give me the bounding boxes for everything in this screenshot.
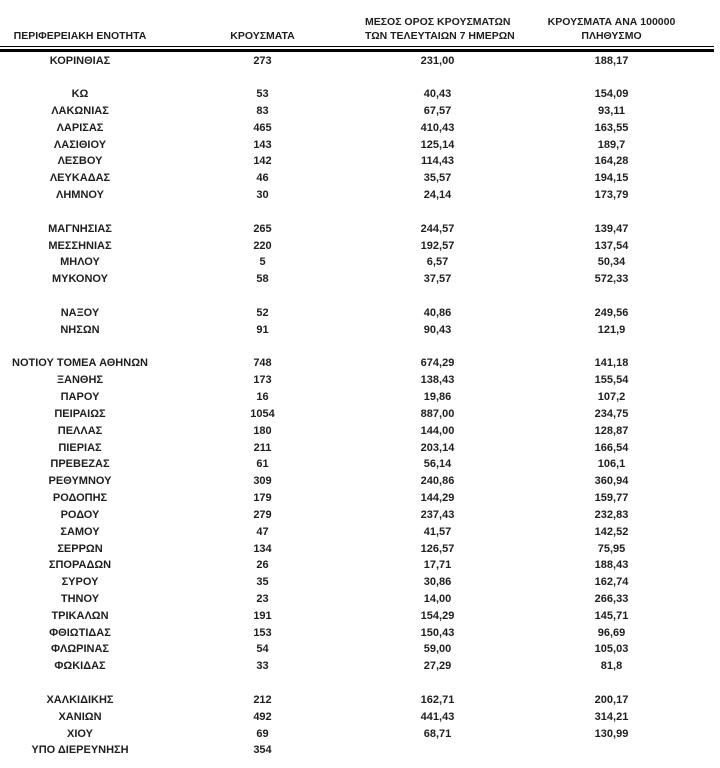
header-cases: ΚΡΟΥΣΜΑΤΑ bbox=[230, 30, 295, 42]
avg7-cell: 40,86 bbox=[423, 306, 452, 319]
region-name-cell: ΣΥΡΟΥ bbox=[61, 576, 99, 589]
region-name-cell: ΠΡΕΒΕΖΑΣ bbox=[50, 458, 110, 471]
avg7-cell: 144,00 bbox=[420, 424, 455, 437]
per100k-cell: 314,21 bbox=[594, 710, 629, 723]
per100k-cell: 137,54 bbox=[594, 239, 629, 252]
table-row bbox=[0, 53, 720, 70]
per100k-cell: 162,74 bbox=[594, 576, 629, 589]
region-name-cell: ΛΑΡΙΣΑΣ bbox=[56, 121, 104, 134]
table-row bbox=[0, 120, 720, 137]
table-row bbox=[0, 238, 720, 255]
cases-cell: 265 bbox=[253, 222, 272, 235]
avg7-cell: 19,86 bbox=[423, 391, 452, 404]
blank-spacer-row bbox=[0, 69, 720, 86]
cases-cell: 69 bbox=[256, 727, 269, 740]
cases-cell: 465 bbox=[253, 121, 272, 134]
cases-cell: 83 bbox=[256, 104, 269, 117]
region-name-cell: ΠΕΛΛΑΣ bbox=[57, 424, 103, 437]
avg7-cell: 27,29 bbox=[423, 660, 452, 673]
region-name-cell: ΣΑΜΟΥ bbox=[60, 525, 100, 538]
per100k-cell: 93,11 bbox=[598, 104, 625, 117]
region-name-cell: ΛΗΜΝΟΥ bbox=[56, 189, 104, 202]
avg7-cell: 59,00 bbox=[423, 643, 452, 656]
region-name-cell: ΠΑΡΟΥ bbox=[60, 391, 100, 404]
per100k-cell: 106,1 bbox=[597, 458, 626, 471]
avg7-cell: 125,14 bbox=[420, 138, 455, 151]
per100k-cell: 154,09 bbox=[594, 88, 629, 101]
table-row bbox=[0, 726, 720, 743]
table-row bbox=[0, 507, 720, 524]
header-divider-thin-line bbox=[0, 46, 714, 47]
table-row bbox=[0, 137, 720, 154]
cases-cell: 748 bbox=[253, 357, 272, 370]
cases-cell: 33 bbox=[256, 660, 269, 673]
region-name-cell: ΦΛΩΡΙΝΑΣ bbox=[50, 643, 110, 656]
table-row bbox=[0, 473, 720, 490]
cases-cell: 23 bbox=[256, 593, 269, 605]
cases-cell: 220 bbox=[253, 239, 272, 252]
per100k-cell: 360,94 bbox=[594, 475, 629, 488]
blank-spacer-row bbox=[0, 675, 720, 692]
table-row bbox=[0, 305, 720, 322]
cases-cell: 279 bbox=[253, 508, 272, 521]
table-row bbox=[0, 372, 720, 389]
per100k-cell: 249,56 bbox=[594, 306, 629, 319]
per100k-cell: 572,33 bbox=[594, 273, 629, 286]
per100k-cell: 234,75 bbox=[594, 407, 629, 420]
region-name-cell: ΧΑΛΚΙΔΙΚΗΣ bbox=[46, 693, 114, 706]
per100k-cell: 145,71 bbox=[594, 609, 629, 622]
header-avg7-line1: ΜΕΣΟΣ ΟΡΟΣ ΚΡΟΥΣΜΑΤΩΝ bbox=[365, 16, 511, 28]
cases-cell: 492 bbox=[253, 710, 272, 723]
region-name-cell: ΣΠΟΡΑΔΩΝ bbox=[48, 559, 112, 572]
avg7-cell: 41,57 bbox=[423, 525, 452, 538]
region-name-cell: ΝΑΞΟΥ bbox=[60, 306, 100, 319]
table-row bbox=[0, 692, 720, 709]
avg7-cell: 162,71 bbox=[420, 693, 455, 706]
table-row bbox=[0, 641, 720, 658]
region-name-cell: ΡΟΔΟΠΗΣ bbox=[52, 492, 108, 505]
region-name-cell: ΤΗΝΟΥ bbox=[60, 593, 100, 605]
avg7-cell: 6,57 bbox=[426, 256, 449, 269]
cases-cell: 16 bbox=[256, 391, 269, 404]
cases-cell: 354 bbox=[253, 744, 272, 757]
blank-spacer-row bbox=[0, 339, 720, 356]
per100k-cell: 139,47 bbox=[594, 222, 629, 235]
per100k-cell: 141,18 bbox=[594, 357, 629, 370]
per100k-cell: 188,43 bbox=[594, 559, 629, 572]
per100k-cell: 159,77 bbox=[594, 492, 629, 505]
region-name-cell: ΚΩ bbox=[71, 88, 89, 101]
cases-cell: 1054 bbox=[250, 407, 275, 420]
table-row bbox=[0, 608, 720, 625]
cases-cell: 58 bbox=[256, 273, 269, 286]
table-row bbox=[0, 221, 720, 238]
table-row bbox=[0, 423, 720, 440]
blank-spacer-row bbox=[0, 204, 720, 221]
table-row bbox=[0, 322, 720, 339]
table-row bbox=[0, 490, 720, 507]
region-name-cell: ΛΑΣΙΘΙΟΥ bbox=[53, 138, 107, 151]
per100k-cell: 142,52 bbox=[594, 525, 629, 538]
header-divider-thick-line bbox=[0, 49, 714, 52]
cases-cell: 61 bbox=[256, 458, 269, 471]
region-name-cell: ΝΟΤΙΟΥ ΤΟΜΕΑ ΑΘΗΝΩΝ bbox=[12, 357, 148, 370]
table-row bbox=[0, 557, 720, 574]
region-name-cell: ΧΙΟΥ bbox=[67, 727, 93, 740]
region-name-cell: ΤΡΙΚΑΛΩΝ bbox=[51, 609, 109, 622]
per100k-cell: 194,15 bbox=[594, 172, 629, 185]
cases-cell: 46 bbox=[256, 172, 269, 185]
avg7-cell: 14,00 bbox=[423, 593, 452, 605]
cases-cell: 26 bbox=[256, 559, 269, 572]
avg7-cell: 144,29 bbox=[420, 492, 455, 505]
avg7-cell: 37,57 bbox=[423, 273, 452, 286]
avg7-cell: 231,00 bbox=[420, 54, 455, 67]
cases-cell: 309 bbox=[253, 475, 272, 488]
cases-cell: 191 bbox=[253, 609, 272, 622]
table-row bbox=[0, 170, 720, 187]
region-name-cell: ΦΩΚΙΔΑΣ bbox=[54, 660, 106, 673]
cases-cell: 53 bbox=[256, 88, 269, 101]
avg7-cell: 237,43 bbox=[420, 508, 455, 521]
avg7-cell: 410,43 bbox=[420, 121, 455, 134]
cases-cell: 180 bbox=[253, 424, 272, 437]
cases-cell: 134 bbox=[253, 542, 272, 555]
cases-cell: 153 bbox=[253, 626, 272, 639]
table-body bbox=[0, 53, 720, 760]
region-name-cell: ΜΕΣΣΗΝΙΑΣ bbox=[48, 239, 112, 252]
avg7-cell: 24,14 bbox=[423, 189, 452, 202]
avg7-cell: 674,29 bbox=[420, 357, 455, 370]
region-name-cell: ΞΑΝΘΗΣ bbox=[56, 374, 104, 387]
per100k-cell: 75,95 bbox=[597, 542, 626, 555]
region-name-cell: ΧΑΝΙΩΝ bbox=[58, 710, 102, 723]
cases-cell: 142 bbox=[253, 155, 272, 168]
table-row bbox=[0, 574, 720, 591]
table-row bbox=[0, 271, 720, 288]
table-row bbox=[0, 440, 720, 457]
avg7-cell: 203,14 bbox=[420, 441, 455, 454]
per100k-cell: 81,8 bbox=[600, 660, 623, 673]
avg7-cell: 68,71 bbox=[423, 727, 452, 740]
cases-cell: 52 bbox=[256, 306, 269, 319]
per100k-cell: 128,87 bbox=[594, 424, 629, 437]
cases-cell: 47 bbox=[256, 525, 269, 538]
region-name-cell: ΦΘΙΩΤΙΔΑΣ bbox=[49, 626, 111, 639]
region-name-cell: ΥΠΟ ΔΙΕΡΕΥΝΗΣΗ bbox=[31, 744, 129, 757]
table-row bbox=[0, 187, 720, 204]
region-name-cell: ΚΟΡΙΝΘΙΑΣ bbox=[49, 54, 111, 67]
avg7-cell: 56,14 bbox=[423, 458, 452, 471]
avg7-cell: 887,00 bbox=[420, 407, 455, 420]
per100k-cell: 232,83 bbox=[594, 508, 629, 521]
table-header-row bbox=[0, 15, 720, 43]
per100k-cell: 121,9 bbox=[597, 323, 626, 336]
region-name-cell: ΠΙΕΡΙΑΣ bbox=[58, 441, 102, 454]
per100k-cell: 188,17 bbox=[594, 54, 629, 67]
table-row bbox=[0, 406, 720, 423]
table-row bbox=[0, 625, 720, 642]
region-name-cell: ΛΑΚΩΝΙΑΣ bbox=[51, 104, 109, 117]
per100k-cell: 105,03 bbox=[594, 643, 629, 656]
region-name-cell: ΜΗΛΟΥ bbox=[60, 256, 100, 269]
header-avg7 bbox=[365, 15, 515, 43]
header-per100k-line1: ΚΡΟΥΣΜΑΤΑ ΑΝΑ 100000 bbox=[547, 16, 676, 28]
avg7-cell: 40,43 bbox=[423, 88, 452, 101]
header-per100k bbox=[510, 15, 713, 43]
avg7-cell: 35,57 bbox=[423, 172, 452, 185]
avg7-cell: 17,71 bbox=[423, 559, 452, 572]
per100k-cell: 266,33 bbox=[594, 593, 629, 605]
avg7-cell: 67,57 bbox=[423, 104, 452, 117]
blank-spacer-row bbox=[0, 288, 720, 305]
region-name-cell: ΡΕΘΥΜΝΟΥ bbox=[48, 475, 112, 488]
region-name-cell: ΛΕΥΚΑΔΑΣ bbox=[49, 172, 111, 185]
header-divider bbox=[0, 46, 714, 52]
cases-cell: 179 bbox=[253, 492, 272, 505]
avg7-cell: 30,86 bbox=[423, 576, 452, 589]
table-row bbox=[0, 389, 720, 406]
region-name-cell: ΜΑΓΝΗΣΙΑΣ bbox=[48, 222, 112, 235]
cases-cell: 5 bbox=[259, 256, 266, 269]
per100k-cell: 200,17 bbox=[594, 693, 629, 706]
table-row bbox=[0, 742, 720, 759]
avg7-cell: 90,43 bbox=[423, 323, 452, 336]
per100k-cell: 173,79 bbox=[594, 189, 629, 202]
per100k-cell: 166,54 bbox=[594, 441, 629, 454]
table-row bbox=[0, 541, 720, 558]
cases-cell: 54 bbox=[256, 643, 269, 656]
cases-cell: 143 bbox=[253, 138, 272, 151]
avg7-cell: 138,43 bbox=[420, 374, 455, 387]
table-row bbox=[0, 254, 720, 271]
header-region: ΠΕΡΙΦΕΡΕΙΑΚΗ ΕΝΟΤΗΤΑ bbox=[13, 30, 147, 42]
region-name-cell: ΠΕΙΡΑΙΩΣ bbox=[54, 407, 106, 420]
table-row bbox=[0, 86, 720, 103]
per100k-cell: 107,2 bbox=[597, 391, 626, 404]
region-name-cell: ΛΕΣΒΟΥ bbox=[57, 155, 103, 168]
region-name-cell: ΡΟΔΟΥ bbox=[60, 508, 100, 521]
per100k-cell: 155,54 bbox=[594, 374, 629, 387]
table-row bbox=[0, 591, 720, 608]
per100k-cell: 164,28 bbox=[594, 155, 629, 168]
avg7-cell: 126,57 bbox=[420, 542, 455, 555]
table-row bbox=[0, 456, 720, 473]
header-avg7-line2: ΤΩΝ ΤΕΛΕΥΤΑΙΩΝ 7 ΗΜΕΡΩΝ bbox=[365, 30, 515, 42]
cases-cell: 173 bbox=[253, 374, 272, 387]
table-row bbox=[0, 658, 720, 675]
avg7-cell: 244,57 bbox=[420, 222, 455, 235]
per100k-cell: 50,34 bbox=[597, 256, 626, 269]
cases-cell: 211 bbox=[253, 441, 272, 454]
avg7-cell: 441,43 bbox=[420, 710, 455, 723]
region-name-cell: ΜΥΚΟΝΟΥ bbox=[51, 273, 109, 286]
header-per100k-line2: ΠΛΗΘΥΣΜΟ bbox=[581, 30, 642, 42]
cases-cell: 273 bbox=[253, 54, 272, 67]
cases-cell: 212 bbox=[253, 693, 272, 706]
table-row bbox=[0, 524, 720, 541]
cases-cell: 91 bbox=[256, 323, 269, 336]
table-row bbox=[0, 103, 720, 120]
table-row bbox=[0, 709, 720, 726]
per100k-cell: 130,99 bbox=[594, 727, 629, 740]
avg7-cell: 240,86 bbox=[420, 475, 455, 488]
per100k-cell: 96,69 bbox=[597, 626, 626, 639]
avg7-cell: 192,57 bbox=[420, 239, 455, 252]
per100k-cell: 163,55 bbox=[594, 121, 629, 134]
region-name-cell: ΣΕΡΡΩΝ bbox=[57, 542, 103, 555]
cases-cell: 35 bbox=[256, 576, 269, 589]
table-row bbox=[0, 355, 720, 372]
avg7-cell: 154,29 bbox=[420, 609, 455, 622]
avg7-cell: 150,43 bbox=[420, 626, 455, 639]
avg7-cell: 114,43 bbox=[420, 155, 455, 168]
per100k-cell: 189,7 bbox=[597, 138, 626, 151]
region-name-cell: ΝΗΣΩΝ bbox=[60, 323, 100, 336]
table-row bbox=[0, 153, 720, 170]
cases-cell: 30 bbox=[256, 189, 269, 202]
